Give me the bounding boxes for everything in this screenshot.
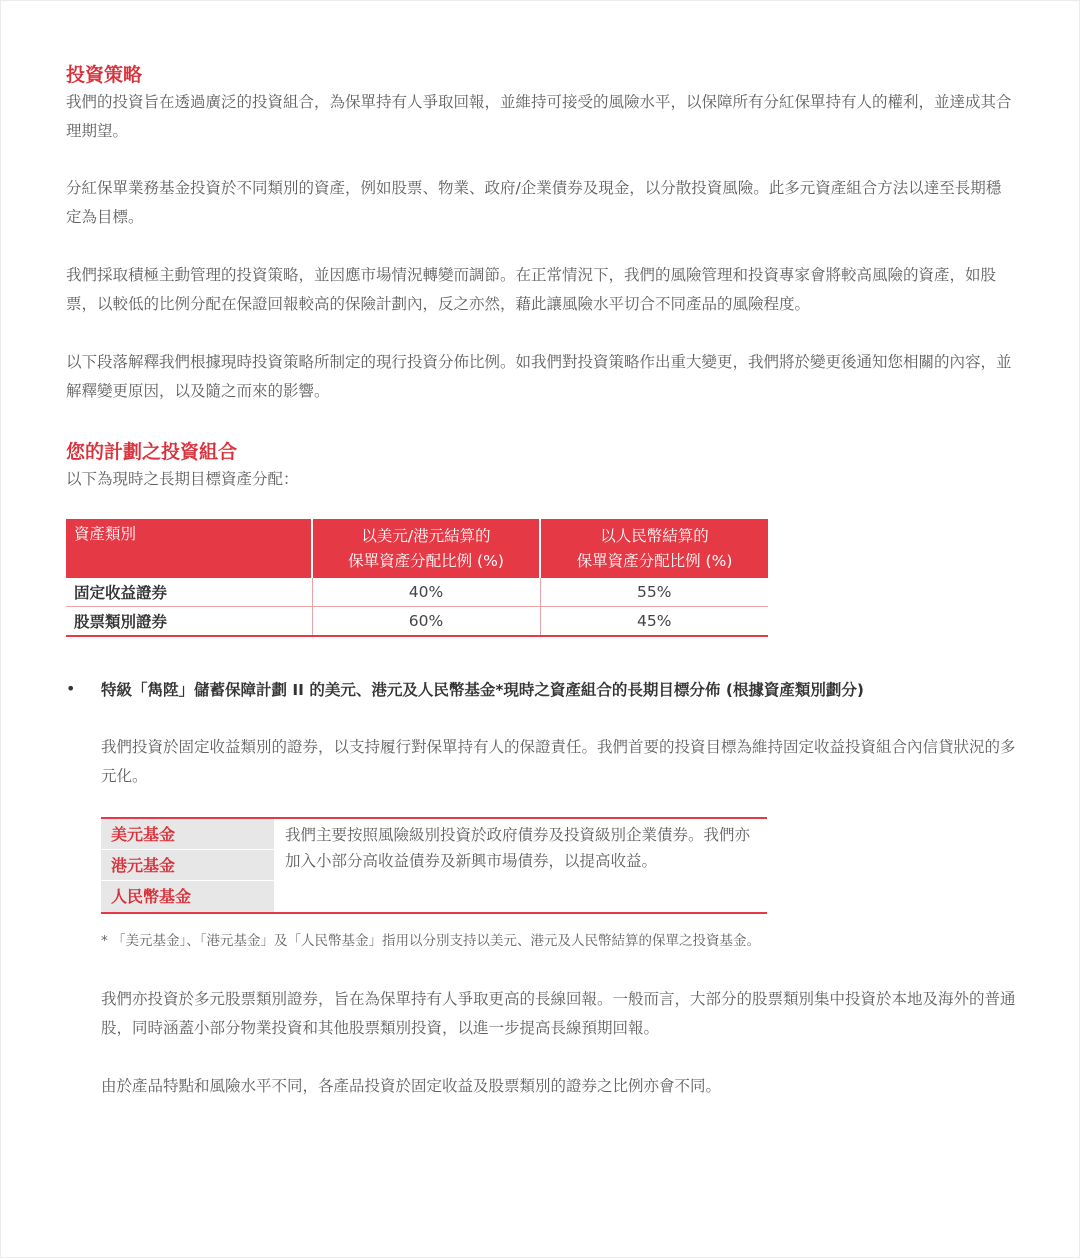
table-row <box>66 578 768 607</box>
fund-table <box>101 817 767 914</box>
fixed-income-rmb: 55% <box>540 578 768 607</box>
table-row <box>66 607 768 637</box>
header-usd-hkd <box>312 519 540 578</box>
allocation-header-row <box>66 519 768 578</box>
bullet-marker: • <box>66 679 76 698</box>
bullet-title: 特級「雋陞」儲蓄保障計劃 II 的美元、港元及人民幣基金*現時之資產組合的長期目標分佈 (根據資產類別劃分) <box>101 681 865 699</box>
header-usd-hkd-line2: 保單資產分配比例 (%) <box>348 551 504 570</box>
fixed-income-usd-hkd: 40% <box>312 578 540 607</box>
equity-usd-hkd: 60% <box>312 607 540 637</box>
equity-rmb: 45% <box>540 607 768 637</box>
investment-strategy-heading: 投資策略 <box>66 64 143 86</box>
equity-paragraph: 我們亦投資於多元股票類別證券，旨在為保單持有人爭取更高的長線回報。一般而言，大部分的股票類別集中投資於本地及海外的普通股，同時涵蓋小部分物業投資和其他股票類別投資，以進一步提高長線預期回報。 <box>101 990 1016 1037</box>
footnote: * 「美元基金」、「港元基金」及「人民幣基金」指用以分別支持以美元、港元及人民幣結算的保單之投資基金。 <box>101 933 761 949</box>
closing-paragraph: 由於產品特點和風險水平不同，各產品投資於固定收益及股票類別的證券之比例亦會不同。 <box>101 1077 722 1095</box>
row-label-fixed-income: 固定收益證券 <box>66 578 312 607</box>
header-usd-hkd-line1: 以美元/港元結算的 <box>361 526 491 545</box>
portfolio-intro: 以下為現時之長期目標資產分配： <box>66 470 299 488</box>
strategy-paragraph-4: 以下段落解釋我們根據現時投資策略所制定的現行投資分佈比例。如我們對投資策略作出重大變更，我們將於變更後通知您相關的內容，並解釋變更原因，以及隨之而來的影響。 <box>66 353 1012 400</box>
strategy-paragraph-2: 分紅保單業務基金投資於不同類別的資產，例如股票、物業、政府/企業債券及現金，以分散投資風險。此多元資產組合方法以達至長期穩定為目標。 <box>66 179 1002 226</box>
fund-usd: 美元基金 <box>101 819 274 850</box>
fund-hkd: 港元基金 <box>101 850 274 881</box>
strategy-paragraph-3: 我們採取積極主動管理的投資策略，並因應市場情況轉變而調節。在正常情況下，我們的風險管理和投資專家會將較高風險的資產，如股票，以較低的比例分配在保證回報較高的保險計劃內，反之亦然，藉此讓風險水平切合不同產品的風險程度。 <box>66 266 997 313</box>
header-rmb-line2: 保單資產分配比例 (%) <box>576 551 733 570</box>
portfolio-heading: 您的計劃之投資組合 <box>66 441 238 463</box>
strategy-paragraph-1: 我們的投資旨在透過廣泛的投資組合，為保單持有人爭取回報，並維持可接受的風險水平，以保障所有分紅保單持有人的權利，並達成其合理期望。 <box>66 93 1012 140</box>
row-label-equity: 股票類別證券 <box>66 607 312 637</box>
header-rmb-line1: 以人民幣結算的 <box>600 526 709 545</box>
fund-description: 我們主要按照風險級別投資於政府債券及投資級別企業債券。我們亦加入小部分高收益債券及新興市場債券，以提高收益。 <box>285 826 751 870</box>
fund-rmb: 人民幣基金 <box>111 887 192 906</box>
asset-allocation-table <box>66 519 768 637</box>
fixed-income-paragraph: 我們投資於固定收益類別的證券，以支持履行對保單持有人的保證責任。我們首要的投資目標為維持固定收益投資組合內信貸狀況的多元化。 <box>101 738 1016 785</box>
header-rmb <box>540 519 768 578</box>
fund-name-column <box>101 819 274 912</box>
header-asset-class: 資產類別 <box>66 519 312 578</box>
